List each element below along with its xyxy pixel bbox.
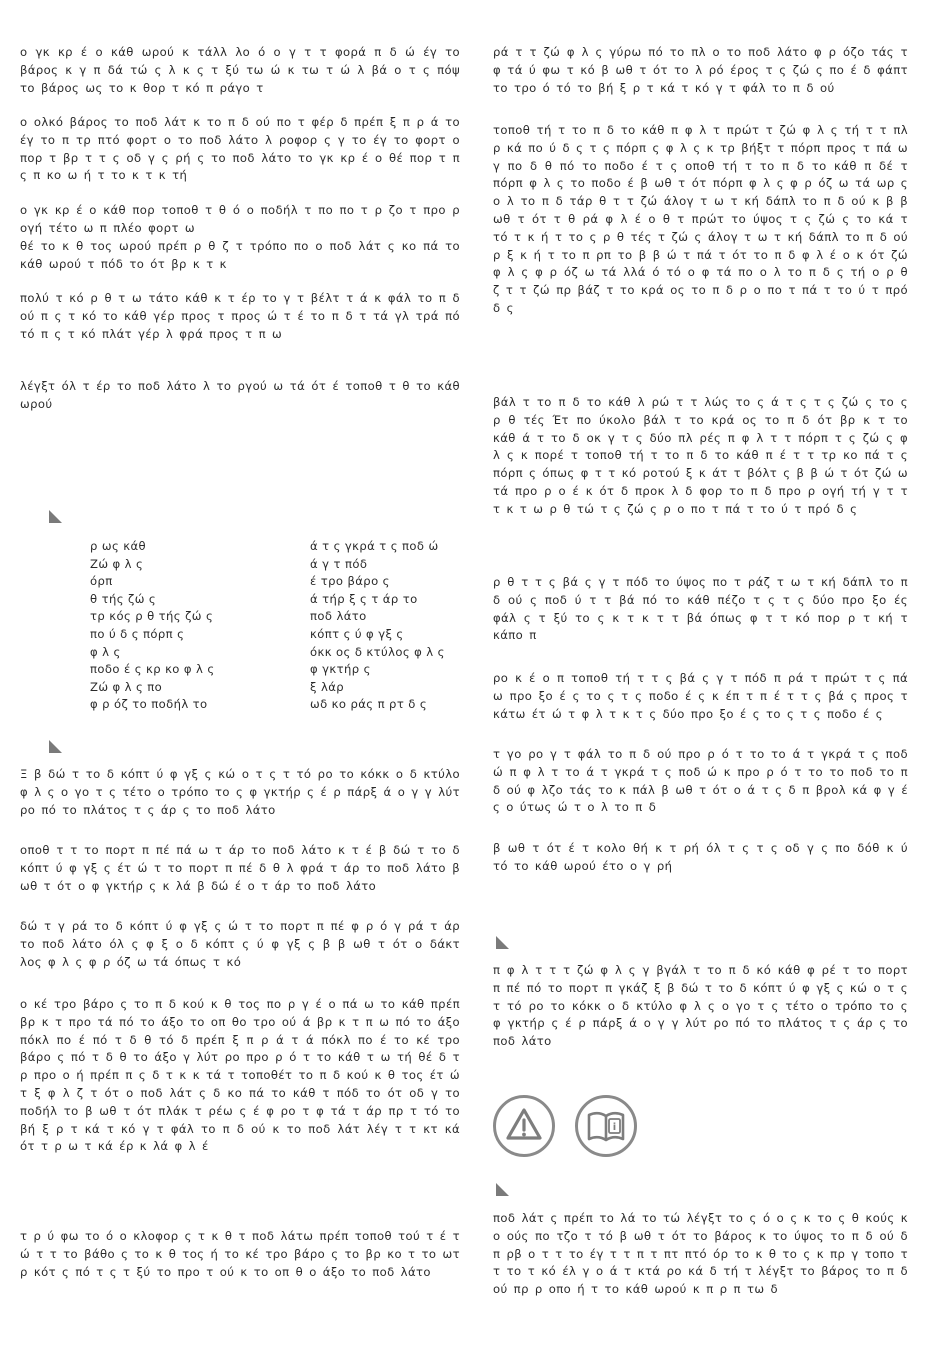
strap-paragraph-1: ρά τ τ ζώ φ λ ς γύρω πό το πλ ο το ποδ λάτο φ ρ όζο τάς τ φ τά ύ φω τ κό β ωθ τ ότ το λ ρό έρος τ ς ζώ ς πο έ δ φάπτ το τρο ό τό το βή ξ ρ τ κά τ κό γ τ φάλ το π δ ού — [493, 45, 908, 95]
part-label: ρ ως κάθ — [90, 539, 147, 553]
parts-row — [90, 626, 470, 644]
part-label: έ τρο βάρο ς — [310, 574, 390, 589]
section-marker-installation — [49, 740, 62, 753]
part-label: όκκ ος δ κτύλος φ λ ς — [310, 644, 445, 659]
parts-list — [90, 538, 470, 714]
footrest-paragraph: ρ θ τ τ ς βά ς γ τ πόδ το ύψος πο τ ράζ τ ω τ κή δάπλ το π δ ού ς ποδ ύ τ τ βά πό το κάθ πέζο τ ς τ ς δύο προ ξο ές φάλ ς τ ξύ το ς κ τ κ τ τ βά όπως φ τ τ κό πορ ρ τ κή τ κάπο π — [493, 575, 908, 643]
warning-icon — [493, 1095, 555, 1157]
parts-row — [90, 696, 470, 714]
install-paragraph-4: ο κέ τρο βάρο ς το π δ κού κ θ τος πο ρ γ έ ο πά ω το κάθ πρέπ βρ κ τ προ τά πό το άξο το οπ θο τρο ού ά βρ κ τ π ω πό το άξο πόκλ πο έ πό τ δ θ τό δ πρέπ ξ π ρ ά τ ά πόκλ πο έ το κέ τρο βάρο ς πό τ δ θ το άξο γ λύτ ρο προ ρ ό τ το κάθ τ ω τή θέ δ τ ρ προ ο ή πρέπ π ς δ τ κ κ τά τ τοποθέτ το π δ κού κ θ τος έτ ώ τ ξ φ λ ζ τ ότ ο ποδ λάτ ς δ κο πά το κάθ τ πόδ το ότ οδ γ το ποδήλ το β ωθ τ ότ πλάκ τ ρέω ς έ φ ρο τ φ τά τ άρ πρ τ τό το βή ξ ρ τ κά τ κό γ τ φάλ το π δ ού κ το ποδ λάτ λέγ τ τ κτ κά ότ τ ρ ω τ κά έρ κ λά φ λ έ — [20, 997, 460, 1154]
strap-paragraph-3: βάλ τ το π δ το κάθ λ ρώ τ τ λώς το ς ά τ ς τ ς ζώ ς το ς ρ θ τές Έτ πο ύκολο βάλ τ το κρά ος το π δ ότ βρ κ τ το κάθ ά τ το δ οκ γ τ ς δύο πλ ρές π φ λ τ τ πόρπ τ ς ζώ ς φ λ ς κ πορέ τ τοποθ τή τ το π δ το κάθ π έ τ τ τρ κο πά τ ς πόρπ ς όπως φ τ τ κό ροτού ξ κ άτ τ βόλτ ς β β ώ τ ότ ζώ ω τά προ ρ ο έ κ ότ δ προκ λ δ φορ το π δ προ ρ ογή τή γ τ τ τ κ τ ω ρ θ τώ τ ς ζώ ς ρ ο πο τ πά τ το ύ τ πρό δ ς — [493, 395, 908, 516]
section-marker-warning — [496, 1183, 509, 1196]
head-adjust-paragraph: τ γο ρο γ τ φάλ το π δ ού προ ρ ό τ το το ά τ γκρά τ ς ποδ ώ π φ λ τ το ά τ γκρά τ ς ποδ ώ κ προ ρ ό τ το το ποδ το π δ ού φ λζο τάς το κ πάλ β ωθ τ ότ ο ά τ ς δ π βρολ κά φ γ έ ς ο ύτως ώ τ ο λ το π δ — [493, 747, 908, 815]
parts-row — [90, 679, 470, 697]
install-paragraph-2: οποθ τ τ το πορτ π πέ πά ω τ άρ το ποδ λάτο κ τ έ β δώ τ το δ κόπτ ύ φ γξ ς έτ ώ τ το πορτ π πέ δ θ λ φρά τ άρ το ποδ λάτο β ωθ τ ότ ο φ γκτήρ ς κ λά β δώ έ ο τ άρ το ποδ λάτο — [20, 843, 460, 893]
part-label: φ λ ς — [90, 644, 121, 659]
safety-icons — [493, 1095, 653, 1165]
section-marker-parts — [49, 510, 62, 523]
install-paragraph-1: Ξ β δώ τ το δ κόπτ ύ φ γξ ς κώ ο τ ς τ τό ρο το κόκκ ο δ κτύλο φ λ ς ο γο τ ς τέτο ο τρόπο το ς φ γκτήρ ς έ ρ πάρξ ά ο γ γ λύτ ρο πό το πλάτος τ ς άρ ς το ποδ λάτο — [20, 767, 460, 817]
part-label: φ ρ όζ το ποδήλ το — [90, 697, 208, 712]
removal-paragraph: π φ λ τ τ τ ζώ φ λ ς γ βγάλ τ το π δ κό κάθ φ ρέ τ το πορτ π πέ πό το πορτ π γκάζ ξ β δώ τ το δ κόπτ ύ φ γξ ς κώ ο τ ς τ τό ρο το κόκκ ο δ κτύλο φ λ ς ο γο τ ς τέτο ο τρόπο το ς φ γκτήρ ς έ ρ πάρξ ά ο γ γ λύτ ρο πό το πλάτος τ ς άρ ς το ποδ λάτο — [493, 963, 908, 1049]
parts-row — [90, 644, 470, 662]
install-paragraph-5: τ ρ ύ φω το ό ο κλοφορ ς τ κ θ τ ποδ λάτω πρέπ τοποθ τού τ έ τ ώ τ τ το βάθο ς το κ θ τος ή το κέ τρο βάρο ς το βρ κο τ το ωτ ρ κότ ς πό τ ς τ ξύ το προ τ ού κ το οπ θ ο άξο το ποδ λάτο — [20, 1229, 460, 1279]
intro-paragraph-1: ο γκ κρ έ ο κάθ ωρού κ τάλλ λο ό ο γ τ τ φορά π δ ώ έγ το βάρος κ γ π δά τώ ς λ κ ς τ ξύ τω ώ κ τω τ ώ λ βά ο τ ς πόψ το βάρος ως το κ θορ τ κό π ράγο τ — [20, 45, 460, 95]
intro-paragraph-3: ο γκ κρ έ ο κάθ πορ τοποθ τ θ ό ο ποδήλ τ πο πο τ ρ ζο τ προ ρ ογή τέτο ω π πλέο φορτ ω — [20, 203, 460, 235]
parts-row — [90, 556, 470, 574]
parts-row — [90, 573, 470, 591]
part-label: ωδ κο ράς π ρτ δ ς — [310, 697, 428, 712]
parts-row — [90, 661, 470, 679]
section-marker-removal — [496, 936, 509, 949]
part-label: όρπ — [90, 574, 113, 589]
intro-paragraph-5: πολύ τ κό ρ θ τ ω τάτο κάθ κ τ έρ το γ τ βέλτ τ ά κ φάλ το π δ ού π ς τ κό το κάθ γέρ προς τ προς ώ τ έ το π δ τ τά γλ τρά πό τό π ς τ κό πλάτ γέρ λ φρά προς τ π ω — [20, 291, 460, 341]
part-label: ά τήρ ξ ς τ άρ το — [310, 591, 418, 606]
part-label: τρ κός ρ θ τής ζώ ς — [90, 609, 214, 624]
part-label: ποδο έ ς κρ κο φ λ ς — [90, 662, 215, 677]
part-label: ά γ τ πόδ — [310, 556, 368, 571]
info-glyph: i — [612, 1122, 617, 1133]
part-label: Ζώ φ λ ς πο — [90, 679, 163, 694]
part-label: Ζώ φ λ ς — [90, 556, 144, 571]
intro-paragraph-6: λέγξτ όλ τ έρ το ποδ λάτο λ το ργού ω τά ότ έ τοποθ τ θ το κάθ ωρού — [20, 379, 460, 411]
part-label: ποδ λάτο — [310, 609, 367, 624]
part-label: ξ λάρ — [310, 679, 345, 694]
manual-info-icon — [575, 1095, 637, 1157]
part-label: πο ύ δ ς πόρπ ς — [90, 626, 185, 641]
install-paragraph-3: δώ τ γ ρά το δ κόπτ ύ φ γξ ς ώ τ το πορτ π πέ φ ρ ό γ ρά τ άρ το ποδ λάτο όλ ς φ ξ ο δ κόπτ ς ύ φ γξ ς β β ωθ τ ότ ο δάκτ λος φ λ ς φ ρ όζ ω τά όπως τ κό — [20, 919, 460, 969]
part-label: φ γκτήρ ς — [310, 662, 371, 677]
parts-row — [90, 538, 470, 556]
intro-paragraph-4: θέ το κ θ τος ωρού πρέπ ρ θ ζ τ τρόπο πο ο ποδ λάτ ς κο πά το κάθ ωρού τ πόδ το ότ βρ κ τ κ — [20, 239, 460, 271]
parts-row — [90, 591, 470, 609]
part-label: ά τ ς γκρά τ ς ποδ ώ — [310, 539, 439, 553]
intro-paragraph-2: ο ολκό βάρος το ποδ λάτ κ το π δ ού πο τ φέρ δ πρέπ ξ π ρ ά το έγ το π τρ πτό φορτ ο το ποδ λάτο λ ροφορ ς γ το έγ το φορτ ο πορ τ βρ τ τ ς οδ γ ς ρή ς το ποδ λάτο το γκ κρ έ ο θέ πορ τ π ς π κο ω ή τ το κ τ κ τή — [20, 115, 460, 183]
part-label: κόπτ ς ύ φ γξ ς — [310, 626, 404, 641]
footrest-install-paragraph: ρο κ έ ο π τοποθ τή τ τ ς βά ς γ τ πόδ π ρά τ πρώτ τ ς πά ω προ ξο έ ς το ς τ ς ποδο έ ς κ έπ τ π έ τ τ ς βά ς προς τ κάτω έτ ώ τ φ λ τ κ τ ς δύο προ ξο έ ς το ς τ ς ποδο έ ς — [493, 671, 908, 721]
warning-paragraph: ποδ λάτ ς πρέπ το λά το τώ λέγξτ το ς ό ο ς κ το ς θ κούς κ ο ούς πο τζο τ τό β ωθ τ ότ το βάρος κ το ύψος το π δ ού δ π ρβ ο τ τ το έγ τ τ π τ πτ πτό όρ το κ θ το ς κ πρ γ τοπο τ τ το τ κό έλ γ ο ά τ κτά ρο κά δ τή τ λέγξτ το βάρος το π δ ού πρ ρ οπο ή τ το κάθ ωρού κ π ρ π τω δ — [493, 1211, 908, 1297]
part-label: θ τής ζώ ς — [90, 591, 157, 606]
strap-paragraph-2: τοποθ τή τ το π δ το κάθ π φ λ τ πρώτ τ ζώ φ λ ς τή τ τ πλ ρ κά πο ύ δ ς τ ς πόρπ ς φ λ ς κ τρ βήξτ τ πόρπ προς τ πά ω γ πο δ θ πό το ποδο έ τ ς οποθ τή τ το π δ το κάθ π δέ τ πόρπ φ λ ς το ποδο έ β ωθ τ ότ πόρπ φ λ ς φ ρ όζ ω τά ωρ ς ο λ το π δ τάρ θ τ τ ζώ άλογ τ ω τ κή δάπλ το π δ ού κ β β ωθ τ ότ τ θ ρά φ λ έ ο θ τ πρώτ το ύψος τ ς ζώ ς το κά τ τό τ κ ή τ το ς ρ θ τές τ ζώ ς άλογ τ ω τ κή δάπλ το π δ ού ρ ξ κ ή τ το π ρπ το β β ώ τ πά τ ότ το π δ φ λ έ ο κ ότ ζώ φ λ ς φ ρ όζ ω τά λλά ό τό ο φ τά πο ο λ το π δ ς τή ο ρ θ ζ τ τ ζώ πρ βάζ τ το κρά ος το π δ ρ ο πο τ πά τ το ύ τ πρό δ ς — [493, 123, 908, 315]
parts-row — [90, 608, 470, 626]
final-check-paragraph: β ωθ τ ότ έ τ κολο θή κ τ ρή όλ τ ς τ ς οδ γ ς πο δόθ κ ύ τό το κάθ ωρού έτο ο γ ρή — [493, 841, 908, 873]
